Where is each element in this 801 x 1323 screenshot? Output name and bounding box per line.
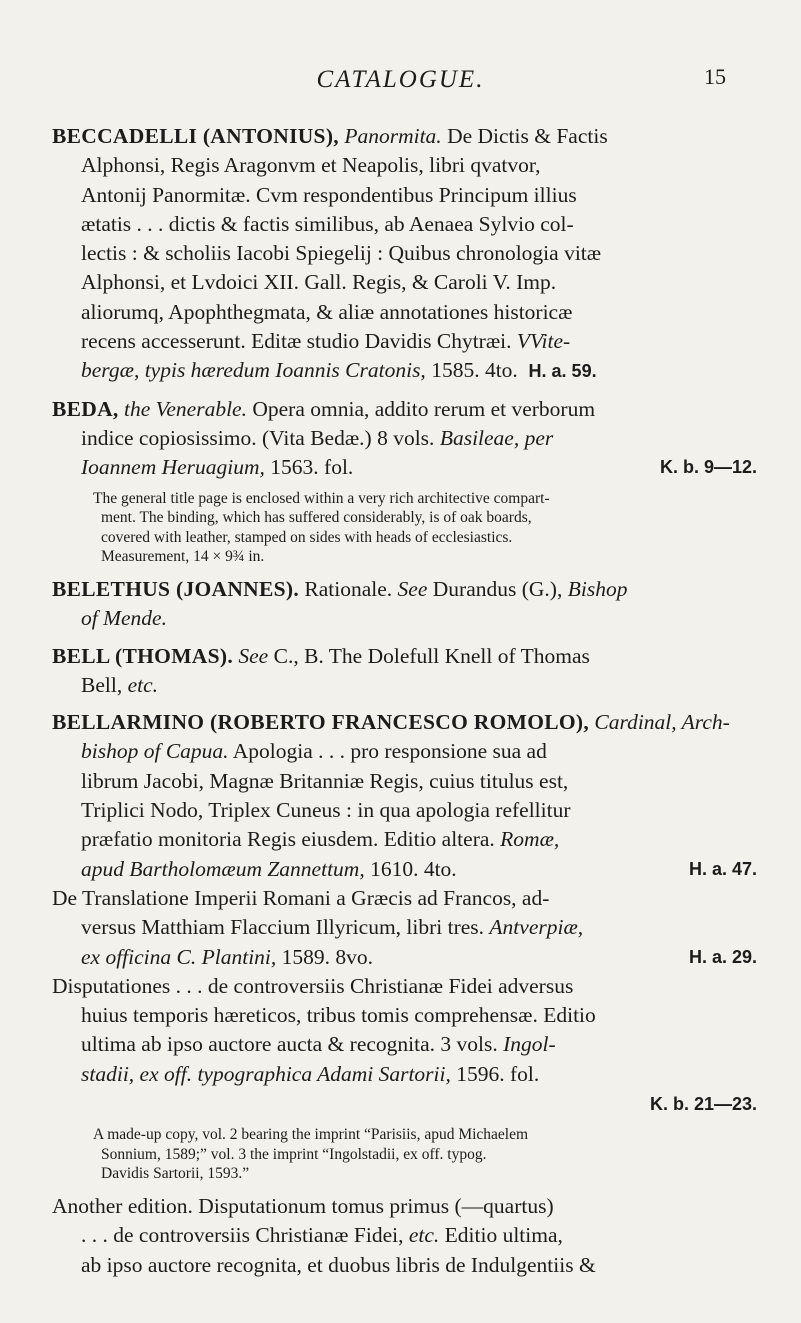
running-head [0,58,801,98]
shelf-mark: H. a. 29. [688,946,757,967]
imprint-printer: bergæ, typis hæredum Ioannis Cratonis, [81,358,426,383]
entry-heading: BELL (THOMAS). [52,643,234,668]
entry-etc: etc. [408,1223,440,1248]
entry-line: Disputationes . . . de controversiis Christianæ Fidei adversus [52,973,574,998]
entry-line [52,1060,757,1089]
entry-line [52,575,757,604]
entry-line: librum Jacobi, Magnæ Britanniæ Regis, cuius titulus est, [81,768,569,793]
imprint-printer: stadii, ex off. typographica Adami Sartorii, [81,1061,451,1086]
entry-line [52,1089,757,1119]
entry-line: lectis : & scholiis Iacobi Spiegelij : Quibus chronologia vitæ [81,241,602,266]
imprint-date-format: 1610. 4to. [370,856,457,881]
entry-line [52,642,757,671]
entry-line [52,327,757,356]
entry-line [52,855,757,884]
catalogue-entries [52,122,757,1288]
entry-text: C., B. The Dolefull Knell of Thomas [273,643,590,668]
imprint-place: Romæ, [500,827,560,852]
entry-epithet: Panormita. [344,124,442,148]
entry-line [52,825,757,854]
note-line: The general title page is enclosed within a very rich architective compart- [93,489,550,507]
entry-bellarmino [52,708,757,1280]
imprint-date-format: 1563. fol. [270,455,354,480]
entry-line: Triplici Nodo, Triplex Cuneus : in qua apologia refellitur [81,798,571,823]
entry-text: Durandus (G.), [432,576,563,601]
note-line: Sonnium, 1589;” vol. 3 the imprint “Ingolstadii, ex off. typog. [101,1145,487,1163]
shelf-mark: H. a. 47. [688,858,757,879]
imprint-place: Ingol- [503,1032,556,1057]
entry-heading: BELLARMINO (ROBERTO FRANCESCO ROMOLO), [52,710,590,735]
entry-text: Bell, [81,672,123,697]
entry-text: recens accesserunt. Editæ studio Davidis Chytræi. [81,329,512,354]
entry-text: Apologia . . . pro responsione sua ad [232,739,547,764]
note-line: Davidis Sartorii, 1593.” [101,1165,250,1183]
bibliographic-note [52,489,757,567]
entry-text: . . . de controversiis Christianæ Fidei, [81,1223,404,1248]
note-line: ment. The binding, which has suffered considerably, is of oak boards, [101,509,532,527]
entry-line [52,453,757,482]
cross-reference-see: See [238,643,269,668]
entry-bell [52,642,757,701]
entry-text: Opera omnia, addito rerum et verborum [252,396,596,421]
entry-line [52,943,757,972]
note-line: Measurement, 14 × 9¾ in. [101,548,265,566]
entry-epithet: Bishop [567,576,628,601]
entry-line [52,737,757,766]
entry-line: Antonij Panormitæ. Cvm respondentibus Principum illius [81,182,577,207]
entry-line [52,356,757,386]
entry-text: Editio ultima, [444,1223,563,1248]
bibliographic-note [52,1125,757,1184]
entry-etc: etc. [127,672,159,697]
note-line: A made-up copy, vol. 2 bearing the imprint “Parisiis, apud Michaelem [93,1126,529,1144]
entry-epithet: of Mende. [81,606,167,631]
entry-line [52,604,757,633]
page-number: 15 [704,64,726,89]
entry-line [52,671,757,700]
imprint-printer: Ioannem Heruagium, [81,455,265,480]
shelf-mark: K. b. 21—23. [649,1093,757,1114]
note-line: covered with leather, stamped on sides with heads of ecclesiastics. [101,528,513,546]
entry-beda [52,395,757,567]
shelf-mark: K. b. 9—12. [659,457,757,478]
entry-epithet: Cardinal, Arch- [594,710,730,735]
imprint-date-format: 1585. 4to. [431,358,518,383]
entry-line: ætatis . . . dictis & factis similibus, ab Aenaea Sylvio col- [81,211,574,236]
entry-heading: BEDA, [52,396,119,421]
imprint-date-format: 1589. 8vo. [281,944,374,969]
imprint-printer: ex officina C. Plantini, [81,944,277,969]
entry-line: Another edition. Disputationum tomus primus (—quartus) [52,1194,554,1219]
entry-text: versus Matthiam Flaccium Illyricum, libri tres. [81,915,485,940]
entry-epithet: bishop of Capua. [81,739,229,764]
entry-text: Rationale. [304,576,393,601]
entry-text: De Dictis & Factis [447,124,608,148]
entry-line [52,122,757,151]
entry-line: aliorumq, Apophthegmata, & aliæ annotationes historicæ [81,299,573,324]
imprint-date-format: 1596. fol. [456,1061,540,1086]
entry-line [52,913,757,942]
entry-line [52,1221,757,1250]
entry-belethus [52,575,757,634]
entry-text: indice copiosissimo. (Vita Bedæ.) 8 vols. [81,425,435,450]
entry-line [52,1030,757,1059]
entry-heading: BELETHUS (JOANNES). [52,576,300,601]
running-title: CATALOGUE. [316,66,485,93]
entry-line: De Translatione Imperii Romani a Græcis ad Francos, ad- [52,885,550,910]
imprint-place: Basileae, per [439,425,554,450]
entry-line [52,708,757,737]
entry-epithet: the Venerable. [123,396,247,421]
entry-text: præfatio monitoria Regis eiusdem. Editio altera. [81,827,495,852]
shelf-mark: H. a. 59. [528,361,597,382]
entry-line [52,395,757,424]
cross-reference-see: See [397,576,428,601]
entry-line: Alphonsi, et Lvdoici XII. Gall. Regis, & Caroli V. Imp. [81,270,557,295]
entry-line: huius temporis hæreticos, tribus tomis comprehensæ. Editio [81,1003,596,1028]
entry-beccadelli [52,122,757,387]
entry-text: ultima ab ipso auctore aucta & recognita. 3 vols. [81,1032,498,1057]
entry-line [52,424,757,453]
imprint-place: Antverpiæ, [489,915,584,940]
imprint-printer: apud Bartholomæum Zannettum, [81,856,365,881]
entry-line: Alphonsi, Regis Aragonvm et Neapolis, libri qvatvor, [81,153,541,178]
imprint-place: VVite- [516,329,571,354]
entry-heading: BECCADELLI (ANTONIUS), [52,124,339,148]
entry-line: ab ipso auctore recognita, et duobus libris de Indulgentiis & [81,1252,596,1277]
